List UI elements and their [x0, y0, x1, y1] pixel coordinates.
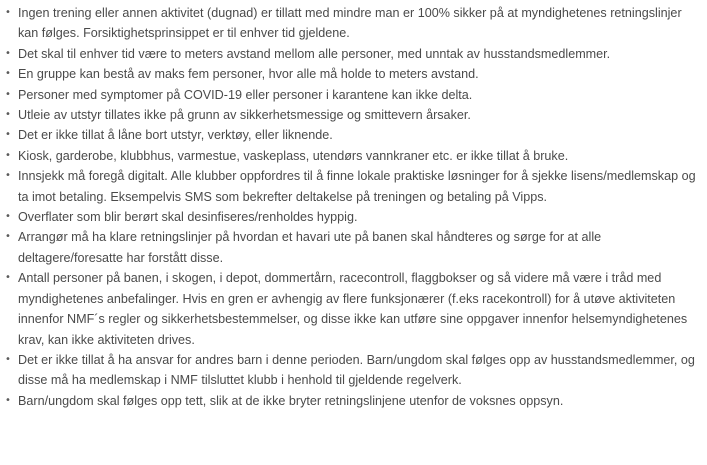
list-item [0, 125, 707, 145]
list-item-text: Antall personer på banen, i skogen, i depot, dommertårn, racecontroll, flaggbokser og så videre må være i tråd med myndighetenes anbefalinger. Hvis en gren er avhengig av flere funksjonærer (f.eks racekontroll) for å utøve aktiviteten innenfor NMF´s regler og sikkerhetsbestemmelser, og disse ikke kan utføre sine oppgaver innenfor helsemyndighetenes krav, kan ikke aktiviteten drives. [18, 271, 688, 347]
list-item-text: Utleie av utstyr tillates ikke på grunn av sikkerhetsmessige og smittevern årsaker. [18, 108, 471, 123]
list-item-text: Ingen trening eller annen aktivitet (dugnad) er tillatt med mindre man er 100% sikker på at myndighetenes retningslinjer kan følges. Forsiktighetsprinsippet er til enhver tid gjeldene. [18, 6, 682, 41]
bullet-icon: • [5, 47, 11, 59]
bullet-icon: • [5, 109, 11, 121]
bullet-icon: • [5, 68, 11, 80]
bullet-icon: • [5, 170, 11, 182]
list-item [0, 350, 707, 391]
list-item [0, 64, 707, 84]
bullet-icon: • [5, 88, 11, 100]
bullet-icon: • [5, 211, 11, 223]
list-item [0, 105, 707, 125]
list-item [0, 146, 707, 166]
list-item [0, 207, 707, 227]
list-item-text: Det er ikke tillat å ha ansvar for andres barn i denne perioden. Barn/ungdom skal følges opp av husstandsmedlemmer, og disse må ha medlemskap i NMF tilsluttet klubb i henhold til gjeldende regelverk. [18, 352, 695, 388]
bullet-icon: • [5, 7, 11, 18]
list-item [0, 44, 707, 64]
bullet-icon: • [5, 394, 11, 406]
list-item-text: Det skal til enhver tid være to meters avstand mellom alle personer, med unntak av husstandsmedlemmer. [18, 46, 611, 61]
list-item-text: Kiosk, garderobe, klubbhus, varmestue, vaskeplass, utendørs vannkraner etc. er ikke tillat å bruke. [18, 148, 569, 163]
list-item [0, 3, 707, 44]
rules-list [0, 3, 707, 411]
bullet-icon: • [5, 353, 11, 365]
list-item-text: Arrangør må ha klare retningslinjer på hvordan et havari ute på banen skal håndteres og sørge for at alle deltagere/foresatte har forstått disse. [18, 230, 602, 265]
list-item-text: Overflater som blir berørt skal desinfiseres/renholdes hyppig. [18, 210, 358, 225]
list-item [0, 85, 707, 105]
list-item-text: Personer med symptomer på COVID-19 eller personer i karantene kan ikke delta. [18, 87, 473, 102]
list-item [0, 391, 707, 411]
bullet-icon: • [5, 231, 11, 243]
list-item-text: Innsjekk må foregå digitalt. Alle klubber oppfordres til å finne lokale praktiske løsninger for å sjekke lisens/medlemskap og ta imot betaling. Eksempelvis SMS som bekrefter deltakelse på treningen og betaling på Vipps. [18, 169, 696, 204]
list-item [0, 268, 707, 350]
list-item-text: En gruppe kan bestå av maks fem personer, hvor alle må holde to meters avstand. [18, 67, 479, 82]
bullet-icon: • [5, 272, 11, 284]
bullet-icon: • [5, 129, 11, 141]
bullet-icon: • [5, 149, 11, 161]
list-item-text: Det er ikke tillat å låne bort utstyr, verktøy, eller liknende. [18, 128, 333, 143]
list-item [0, 227, 707, 268]
list-item-text: Barn/ungdom skal følges opp tett, slik at de ikke bryter retningslinjene utenfor de voksnes oppsyn. [18, 393, 564, 408]
list-item [0, 166, 707, 207]
